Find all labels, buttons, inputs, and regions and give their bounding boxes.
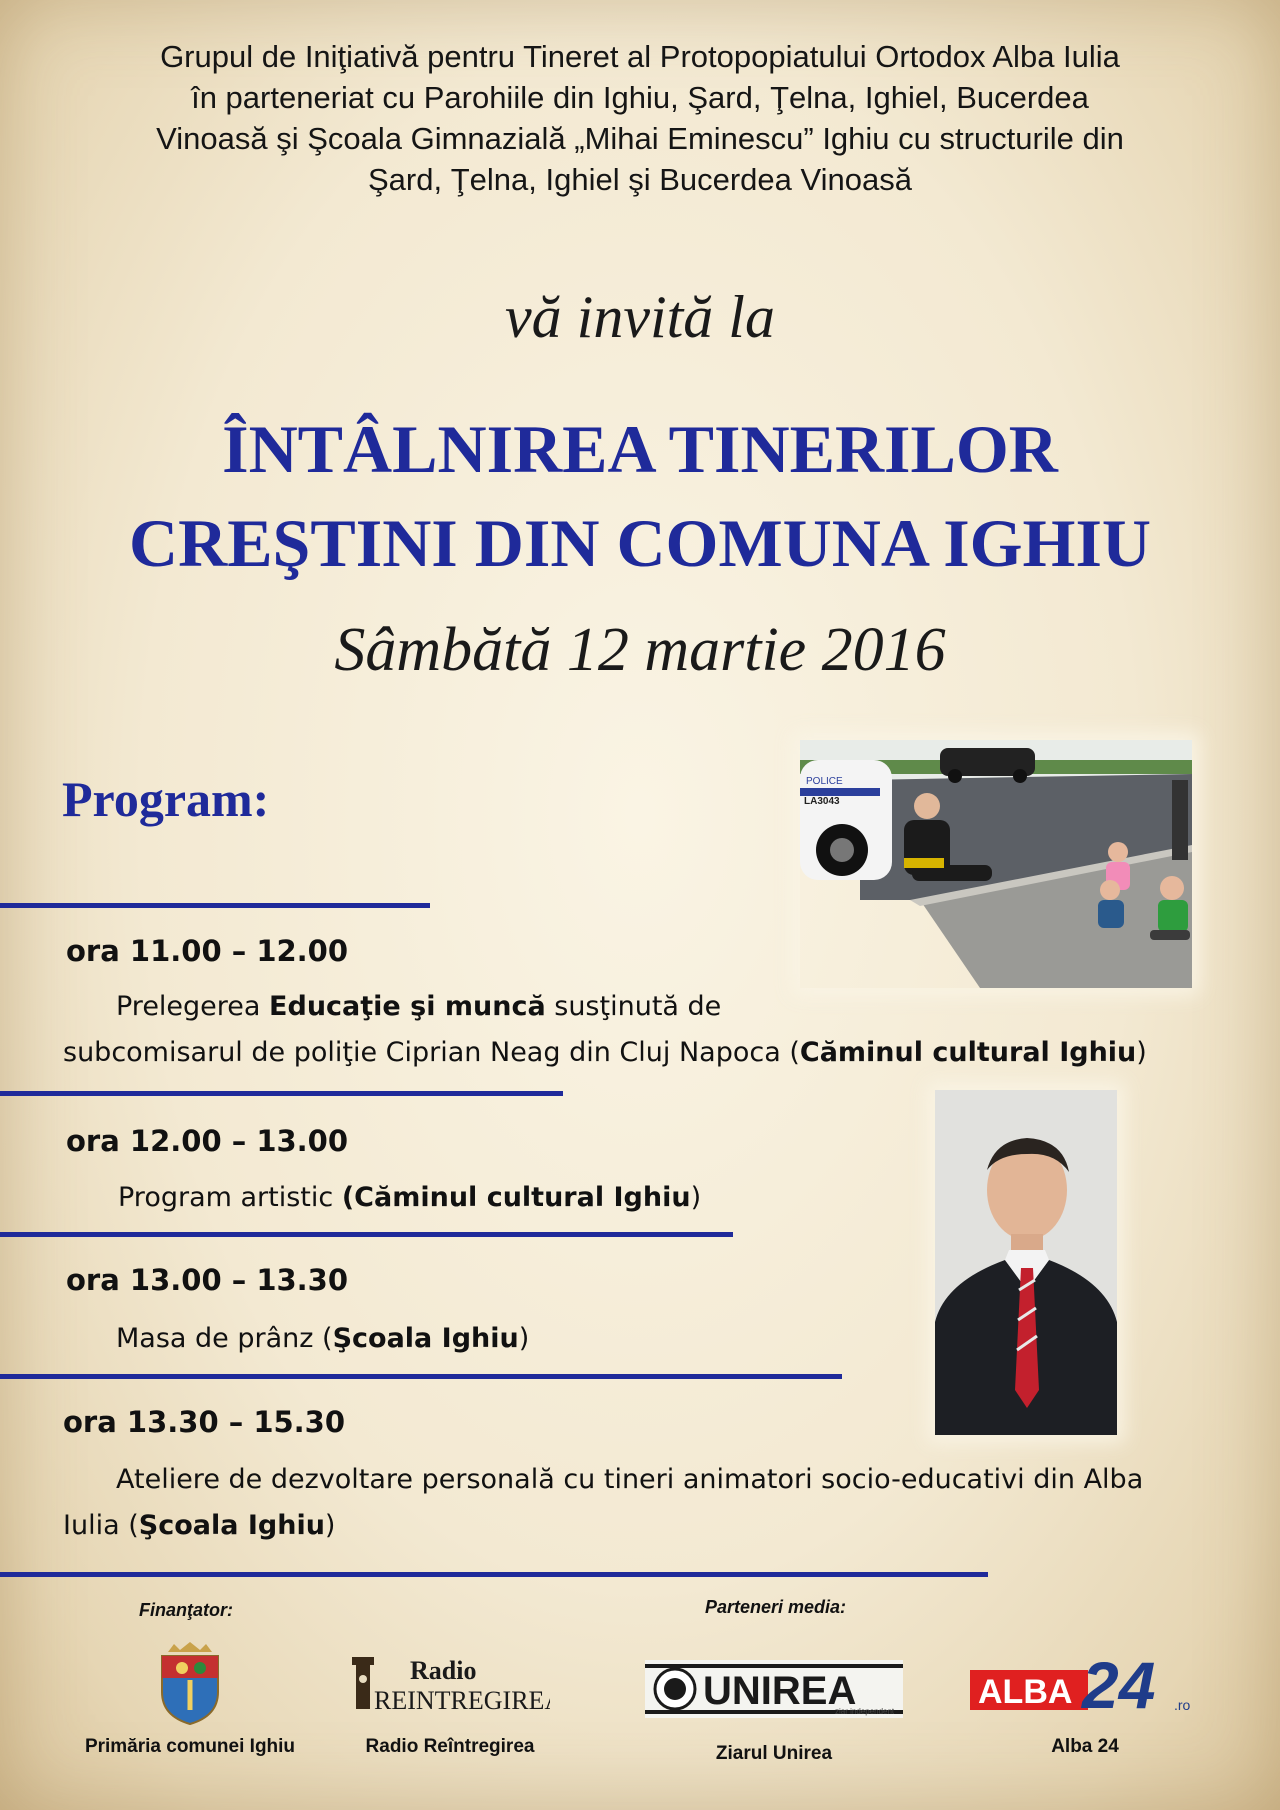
program-heading: Program: <box>62 771 270 827</box>
event-title <box>0 402 1280 590</box>
logo-caption: Ziarul Unirea <box>715 1743 833 1764</box>
police-car-label: POLICE <box>806 776 843 787</box>
divider-rule <box>0 1572 988 1577</box>
organizers-line: în parteneriat cu Parohiile din Ighiu, Şard, Ţelna, Ighiel, Bucerdea <box>191 80 1089 115</box>
event-title-line: CREŞTINI DIN COMUNA IGHIU <box>128 505 1152 581</box>
alba-logo-text: ALBA <box>978 1673 1073 1711</box>
organizers-line: Grupul de Iniţiativă pentru Tineret al Protopopiatului Ortodox Alba Iulia <box>160 39 1120 74</box>
radio-reintregirea-logo <box>350 1655 550 1715</box>
slot-time: ora 13.30 – 15.30 <box>63 1405 346 1439</box>
slot-description: Ateliere de dezvoltare personală cu tineri animatori socio-educativi din Alba Iulia (Şcoala Ighiu) <box>63 1464 1144 1541</box>
organizers-line: Vinoasă şi Şcoala Gimnazială „Mihai Eminescu” Ighiu cu structurile din <box>156 121 1124 156</box>
slot-time: ora 11.00 – 12.00 <box>66 934 349 968</box>
ziarul-unirea-logo <box>645 1660 903 1718</box>
venue-name: Căminul cultural Ighiu <box>799 1037 1137 1068</box>
alba24-logo <box>970 1646 1200 1718</box>
venue-name: Şcoala Ighiu <box>138 1510 325 1541</box>
unirea-logo-text: UNIREA <box>703 1669 857 1713</box>
invite-text: vă invită la <box>505 284 775 350</box>
slot-time: ora 13.00 – 13.30 <box>66 1263 349 1297</box>
organizers-line: Şard, Ţelna, Ighiel şi Bucerdea Vinoasă <box>368 162 912 197</box>
divider-rule <box>0 1374 842 1379</box>
police-photo-illustration <box>800 740 1192 988</box>
venue-name: (Căminul cultural Ighiu <box>341 1182 691 1213</box>
radio-logo-bottom: REINTREGIREA <box>374 1686 550 1715</box>
organizers-text <box>40 36 1240 200</box>
event-title-line: ÎNTÂLNIREA TINERILOR <box>222 411 1058 487</box>
slot-description: Prelegerea Educaţie şi muncă susţinută de subcomisarul de poliţie Ciprian Neag din Cluj Napoca (Căminul cultural Ighiu) <box>63 991 1147 1068</box>
police-officer-photo <box>800 740 1192 988</box>
media-partners-label: Parteneri media: <box>705 1597 847 1617</box>
police-car-plate: LA3043 <box>804 796 840 807</box>
divider-rule <box>0 903 430 908</box>
speaker-portrait-photo <box>935 1090 1117 1435</box>
lecture-title: Educaţie şi muncă <box>269 991 546 1022</box>
speaker-portrait-illustration <box>935 1090 1117 1435</box>
slot-time: ora 12.00 – 13.00 <box>66 1124 349 1158</box>
sponsor-label: Finanţator: <box>139 1600 233 1620</box>
alba-logo-number: 24 <box>1082 1648 1156 1718</box>
venue-name: Şcoala Ighiu <box>332 1323 519 1354</box>
event-date: Sâmbătă 12 martie 2016 <box>334 616 946 684</box>
slot-description: Masa de prânz (Şcoala Ighiu) <box>116 1323 530 1354</box>
radio-logo-top: Radio <box>410 1656 477 1685</box>
alba-logo-suffix: .ro <box>1174 1697 1191 1713</box>
divider-rule <box>0 1232 733 1237</box>
unirea-logo-sub: ziar independent <box>835 1707 895 1716</box>
logo-caption: Primăria comunei Ighiu <box>84 1736 296 1757</box>
divider-rule <box>0 1091 563 1096</box>
logo-caption: Alba 24 <box>1051 1736 1119 1757</box>
ighiu-coat-of-arms-logo <box>158 1640 222 1726</box>
logo-caption: Radio Reîntregirea <box>365 1736 535 1757</box>
slot-description: Program artistic (Căminul cultural Ighiu) <box>118 1182 702 1213</box>
